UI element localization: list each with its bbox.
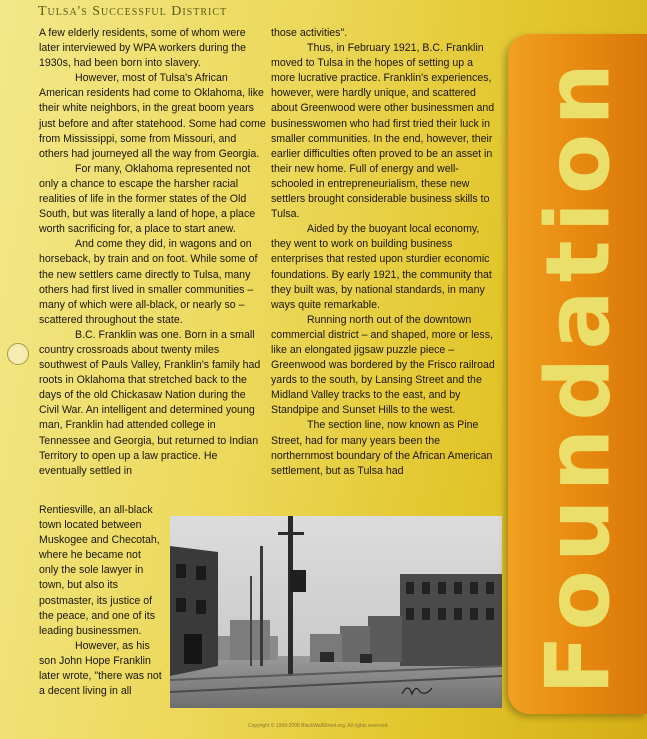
section-header: Tulsa's Successful District — [38, 4, 228, 19]
paragraph: Running north out of the downtown commercial district – and shaped, more or less, like an elongated jigsaw puzzle piece – Greenwood was bordered by the Frisco railroad yards to the south, by Lansing Street and the Midland Valley tracks to the east, and by Standpipe and Sunset Hills to the west. — [271, 313, 495, 417]
paragraph: However, most of Tulsa's African American residents had come to Oklahoma, like their white neighbors, in the great boom years just before and after statehood. Some had come from Mississippi, some from Missouri, and others had journeyed all the way from Georgia. — [39, 72, 266, 160]
paragraph: Aided by the buoyant local economy, they went to work on building business enterprises that rested upon sturdier economic foundations. By early 1921, the community that they built was, by national standards, in many ways quite remarkable. — [271, 223, 492, 311]
column-left — [39, 26, 267, 479]
paragraph: For many, Oklahoma represented not only a chance to escape the harsher racial realities of life in the former states of the Old South, but was literally a land of hope, a place worth sacrificing for, a place to start anew. — [39, 162, 256, 236]
side-title: Foundation — [526, 54, 630, 696]
paragraph: And come they did, in wagons and on horseback, by train and on foot. While some of the new settlers came directly to Tulsa, many others had first lived in smaller communities – many of which were all-black, or nearly so – scattered throughout the state. — [39, 238, 258, 326]
paragraph: However, as his son John Hope Franklin later wrote, "there was not a decent living in all — [39, 639, 162, 698]
paragraph: Thus, in February 1921, B.C. Franklin moved to Tulsa in the hopes of setting up a more lucrative practice. Franklin's experiences, however, were hardly unique, and scattered about Greenwood were other businessmen and businesswomen who had first tried their luck in smaller communities. In the end, however, their earlier difficulties often proved to be an asset in their new home. Full of energy and well-schooled in entrepreneurialism, these new settlers brought considerable business skills to Tulsa. — [271, 42, 495, 221]
seal-icon — [7, 343, 29, 365]
paragraph: The section line, now known as Pine Street, had for many years been the northernmost boundary of the African American settlement, but as Tulsa had — [271, 419, 493, 477]
column-left-lower — [39, 503, 163, 699]
column-right — [271, 26, 496, 479]
historic-street-photo — [170, 516, 502, 708]
paragraph: those activities". — [271, 27, 348, 39]
paragraph: Rentiesville, an all-black town located between Muskogee and Checotah, where he became not only the sole lawyer in town, but also its postmaster, its justice of the peace, and one of its leading businessmen. — [39, 504, 160, 637]
paragraph: A few elderly residents, some of whom were later interviewed by WPA workers during the 1930s, had been born into slavery. — [39, 27, 247, 70]
copyright-notice: Copyright © 1999-2008 BlackWallStreet.org. All rights reserved. — [248, 723, 389, 729]
paragraph: B.C. Franklin was one. Born in a small country crossroads about twenty miles southwest of Pauls Valley, Franklin's family had roots in Oklahoma that stretched back to the days of the old Chickasaw Nation during the Civil War. An intelligent and determined young man, Franklin had attended college in Tennessee and Georgia, but returned to Indian Territory to open up a law practice. He eventually settled in — [39, 328, 261, 477]
